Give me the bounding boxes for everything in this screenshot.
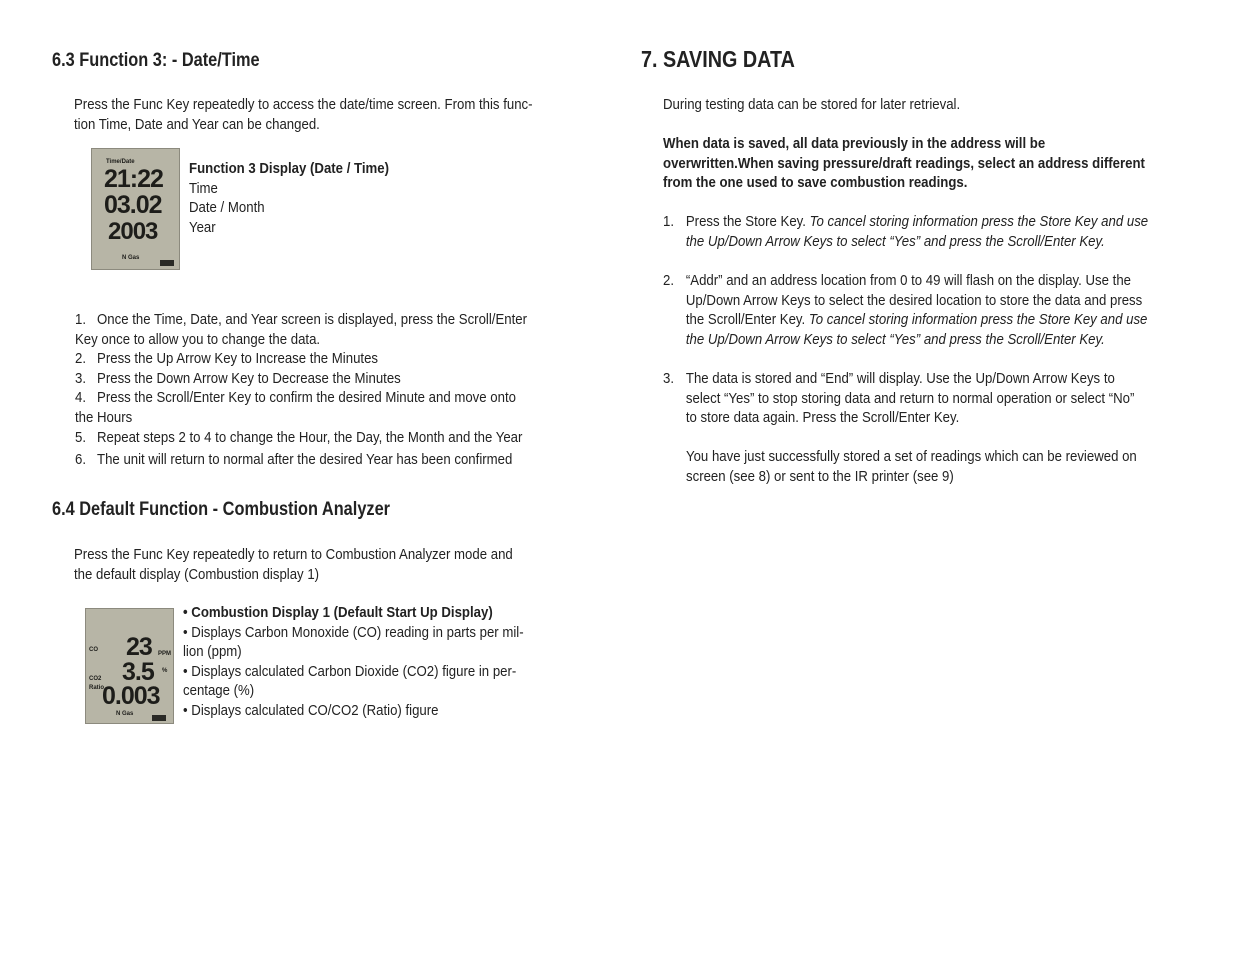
step-6: 6. The unit will return to normal after the desired Year has been confirmed bbox=[75, 451, 513, 469]
bullet-co2-cont: centage (%) bbox=[183, 682, 255, 700]
bullet-co-cont: lion (ppm) bbox=[183, 643, 242, 661]
step-4: 4. Press the Scroll/Enter Key to confirm the desired Minute and move onto bbox=[75, 389, 516, 407]
lcd-co2-unit: % bbox=[162, 668, 168, 674]
lcd-ratio-label: Ratio bbox=[89, 685, 104, 691]
display-line-date: Date / Month bbox=[189, 199, 265, 217]
combustion-display-bullets bbox=[183, 603, 570, 721]
lcd-time: 21:22 bbox=[104, 165, 163, 193]
step-1-cont: Key once to allow you to change the data. bbox=[75, 330, 321, 348]
lcd-co-label: CO bbox=[89, 647, 98, 653]
bullet-co2: • Displays calculated Carbon Dioxide (CO2) figure in per- bbox=[183, 662, 517, 680]
saving-data-warning: When data is saved, all data previously in the address will be overwritten.When saving pressure/draft readings, select an address different from the one used to save combustion readings. bbox=[663, 135, 1145, 192]
combustion-lcd-display bbox=[85, 608, 174, 724]
step-4-cont: the Hours bbox=[75, 408, 133, 426]
bullet-ratio: • Displays calculated CO/CO2 (Ratio) figure bbox=[183, 701, 439, 719]
lcd-co-value: 23 bbox=[126, 633, 152, 661]
battery-icon bbox=[160, 260, 174, 266]
lcd-co-unit: PPM bbox=[158, 651, 172, 657]
section-6-3-steps bbox=[75, 310, 585, 470]
step-3: 3. Press the Down Arrow Key to Decrease the Minutes bbox=[75, 369, 401, 387]
saving-data-intro: During testing data can be stored for later retrieval. bbox=[663, 96, 961, 113]
step-5: 5. Repeat steps 2 to 4 to change the Hour, the Day, the Month and the Year bbox=[75, 428, 523, 446]
saving-step-3: 3. The data is stored and “End” will display. Use the Up/Down Arrow Keys to select “Yes” to stop storing data and return to normal operation or select “No” to store data again. Press the Scroll/Enter Key. bbox=[663, 370, 1135, 427]
saving-data-closing: You have just successfully stored a set of readings which can be reviewed on screen (see 8) or sent to the IR printer (see 9) bbox=[686, 448, 1137, 485]
lcd-co2-value: 3.5 bbox=[122, 658, 154, 686]
lcd-header: Time/Date bbox=[106, 159, 135, 165]
display-line-time: Time bbox=[189, 179, 218, 197]
bullet-heading: • Combustion Display 1 (Default Start Up Display) bbox=[183, 604, 493, 621]
saving-step-2: 2. “Addr” and an address location from 0 to 49 will flash on the display. Use the Up/Down Arrow Keys to select the desired location to store the data and press the Scroll/Enter Key. To cancel storing information press the Store Key and use the Up/Down Arrow Keys to select “Yes” and press the Scroll/Enter Key. bbox=[663, 272, 1148, 348]
display-caption: Function 3 Display (Date / Time) bbox=[189, 160, 389, 177]
lcd-footer: N Gas bbox=[116, 711, 134, 717]
saving-step-1: 1. Press the Store Key. To cancel storing information press the Store Key and use the Up/Down Arrow Keys to select “Yes” and press the Scroll/Enter Key. bbox=[663, 213, 1149, 250]
display-line-year: Year bbox=[189, 218, 216, 236]
saving-data-title: 7. SAVING DATA bbox=[641, 46, 795, 72]
step-1: 1. Once the Time, Date, and Year screen is displayed, press the Scroll/Enter bbox=[75, 311, 527, 328]
section-6-3-title: 6.3 Function 3: - Date/Time bbox=[52, 50, 260, 71]
lcd-co2-label: CO2 bbox=[89, 676, 102, 682]
section-6-4-intro: Press the Func Key repeatedly to return to Combustion Analyzer mode and the default display (Combustion display 1) bbox=[74, 546, 513, 583]
battery-icon bbox=[152, 715, 166, 721]
datetime-lcd-display bbox=[91, 148, 180, 270]
bullet-co: • Displays Carbon Monoxide (CO) reading in parts per mil- bbox=[183, 623, 524, 641]
lcd-footer: N Gas bbox=[122, 255, 140, 261]
lcd-date: 03.02 bbox=[104, 191, 162, 219]
step-2: 2. Press the Up Arrow Key to Increase the Minutes bbox=[75, 350, 379, 368]
lcd-year: 2003 bbox=[108, 218, 158, 245]
section-6-3-intro: Press the Func Key repeatedly to access the date/time screen. From this func- tion Time, Date and Year can be changed. bbox=[74, 96, 533, 133]
function-3-display-legend bbox=[189, 159, 453, 237]
lcd-ratio-value: 0.003 bbox=[102, 682, 160, 710]
section-6-4-title: 6.4 Default Function - Combustion Analyzer bbox=[52, 499, 391, 520]
